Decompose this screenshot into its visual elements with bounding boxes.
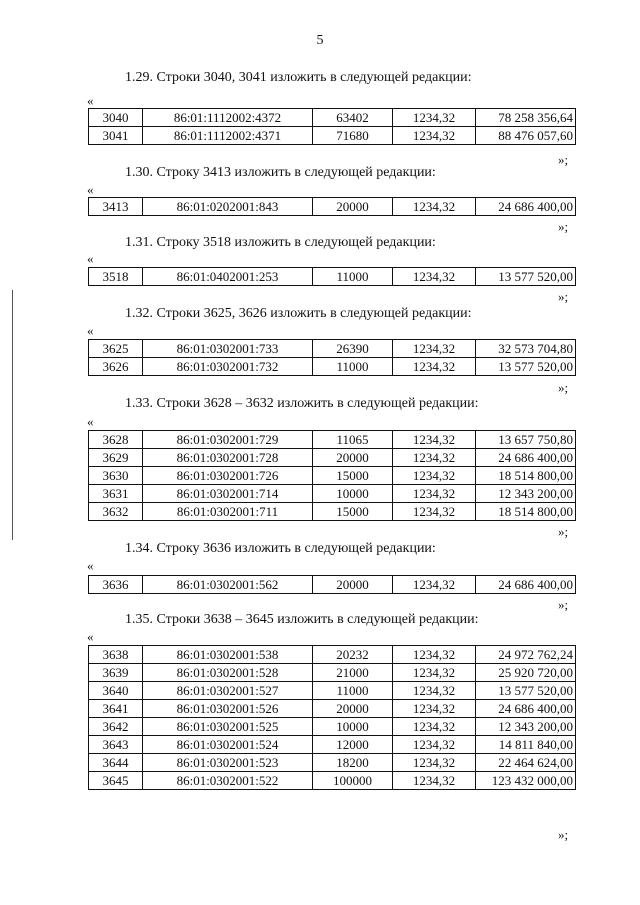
table-row xyxy=(89,736,576,754)
row-number-cell: 3632 xyxy=(89,503,143,521)
row-number-cell: 3645 xyxy=(89,772,143,790)
row-number-cell: 3636 xyxy=(89,576,143,594)
rate-cell: 1234,32 xyxy=(393,736,476,754)
rate-cell: 1234,32 xyxy=(393,646,476,664)
rate-cell: 1234,32 xyxy=(393,772,476,790)
cadastral-number-cell: 86:01:0302001:528 xyxy=(143,664,313,682)
row-number-cell: 3041 xyxy=(89,127,143,145)
open-quote: « xyxy=(87,414,94,429)
table-row xyxy=(89,467,576,485)
sum-cell: 88 476 057,60 xyxy=(476,127,576,145)
table-row xyxy=(89,358,576,376)
open-quote: « xyxy=(87,182,94,197)
sum-cell: 12 343 200,00 xyxy=(476,718,576,736)
area-cell: 21000 xyxy=(313,664,393,682)
area-cell: 63402 xyxy=(313,109,393,127)
table-row xyxy=(89,718,576,736)
open-quote: « xyxy=(87,93,94,108)
close-quote: »; xyxy=(558,152,569,167)
area-cell: 15000 xyxy=(313,503,393,521)
sum-cell: 13 577 520,00 xyxy=(476,358,576,376)
rate-cell: 1234,32 xyxy=(393,664,476,682)
sum-cell: 123 432 000,00 xyxy=(476,772,576,790)
cadastral-number-cell: 86:01:0302001:711 xyxy=(143,503,313,521)
page-number: 5 xyxy=(316,33,324,48)
rate-cell: 1234,32 xyxy=(393,576,476,594)
area-cell: 12000 xyxy=(313,736,393,754)
row-number-cell: 3628 xyxy=(89,431,143,449)
cadastral-number-cell: 86:01:0302001:525 xyxy=(143,718,313,736)
table-row xyxy=(89,449,576,467)
sum-cell: 24 686 400,00 xyxy=(476,700,576,718)
sum-cell: 78 258 356,64 xyxy=(476,109,576,127)
cadastral-number-cell: 86:01:0402001:253 xyxy=(143,268,313,286)
rate-cell: 1234,32 xyxy=(393,431,476,449)
area-cell: 11000 xyxy=(313,682,393,700)
row-number-cell: 3643 xyxy=(89,736,143,754)
amendment-table xyxy=(88,108,576,145)
area-cell: 71680 xyxy=(313,127,393,145)
sum-cell: 18 514 800,00 xyxy=(476,503,576,521)
rate-cell: 1234,32 xyxy=(393,754,476,772)
row-number-cell: 3638 xyxy=(89,646,143,664)
sum-cell: 18 514 800,00 xyxy=(476,467,576,485)
amendment-table xyxy=(88,430,576,521)
sum-cell: 24 686 400,00 xyxy=(476,449,576,467)
rate-cell: 1234,32 xyxy=(393,127,476,145)
open-quote: « xyxy=(87,629,94,644)
close-quote: »; xyxy=(558,289,569,304)
table-row xyxy=(89,503,576,521)
cadastral-number-cell: 86:01:1112002:4372 xyxy=(143,109,313,127)
cadastral-number-cell: 86:01:0302001:538 xyxy=(143,646,313,664)
table-row xyxy=(89,664,576,682)
area-cell: 11065 xyxy=(313,431,393,449)
row-number-cell: 3040 xyxy=(89,109,143,127)
table-row xyxy=(89,754,576,772)
area-cell: 10000 xyxy=(313,718,393,736)
rate-cell: 1234,32 xyxy=(393,467,476,485)
amendment-table xyxy=(88,197,576,216)
cadastral-number-cell: 86:01:0302001:527 xyxy=(143,682,313,700)
cadastral-number-cell: 86:01:0302001:562 xyxy=(143,576,313,594)
rate-cell: 1234,32 xyxy=(393,268,476,286)
section-heading: 1.31. Строку 3518 изложить в следующей редакции: xyxy=(125,235,436,250)
sum-cell: 25 920 720,00 xyxy=(476,664,576,682)
area-cell: 26390 xyxy=(313,340,393,358)
open-quote: « xyxy=(87,251,94,266)
open-quote: « xyxy=(87,558,94,573)
close-quote: »; xyxy=(558,827,569,842)
area-cell: 11000 xyxy=(313,358,393,376)
rate-cell: 1234,32 xyxy=(393,340,476,358)
cadastral-number-cell: 86:01:0302001:524 xyxy=(143,736,313,754)
area-cell: 11000 xyxy=(313,268,393,286)
rate-cell: 1234,32 xyxy=(393,700,476,718)
area-cell: 20000 xyxy=(313,449,393,467)
close-quote: »; xyxy=(558,597,569,612)
open-quote: « xyxy=(87,323,94,338)
rate-cell: 1234,32 xyxy=(393,718,476,736)
table-row xyxy=(89,485,576,503)
table-row xyxy=(89,268,576,286)
sum-cell: 14 811 840,00 xyxy=(476,736,576,754)
cadastral-number-cell: 86:01:0302001:726 xyxy=(143,467,313,485)
margin-line xyxy=(12,290,13,540)
sum-cell: 13 577 520,00 xyxy=(476,268,576,286)
rate-cell: 1234,32 xyxy=(393,485,476,503)
cadastral-number-cell: 86:01:0302001:729 xyxy=(143,431,313,449)
area-cell: 20000 xyxy=(313,198,393,216)
row-number-cell: 3626 xyxy=(89,358,143,376)
row-number-cell: 3640 xyxy=(89,682,143,700)
sum-cell: 32 573 704,80 xyxy=(476,340,576,358)
area-cell: 20000 xyxy=(313,576,393,594)
section-heading: 1.34. Строку 3636 изложить в следующей редакции: xyxy=(125,541,436,556)
amendment-table xyxy=(88,645,576,790)
sum-cell: 12 343 200,00 xyxy=(476,485,576,503)
cadastral-number-cell: 86:01:0302001:714 xyxy=(143,485,313,503)
row-number-cell: 3631 xyxy=(89,485,143,503)
sum-cell: 22 464 624,00 xyxy=(476,754,576,772)
section-heading: 1.29. Строки 3040, 3041 изложить в следующей редакции: xyxy=(125,70,472,85)
cadastral-number-cell: 86:01:0302001:728 xyxy=(143,449,313,467)
table-row xyxy=(89,700,576,718)
area-cell: 10000 xyxy=(313,485,393,503)
section-heading: 1.30. Строку 3413 изложить в следующей редакции: xyxy=(125,165,436,180)
row-number-cell: 3625 xyxy=(89,340,143,358)
cadastral-number-cell: 86:01:0302001:732 xyxy=(143,358,313,376)
table-row xyxy=(89,127,576,145)
row-number-cell: 3639 xyxy=(89,664,143,682)
cadastral-number-cell: 86:01:0302001:733 xyxy=(143,340,313,358)
table-row xyxy=(89,109,576,127)
cadastral-number-cell: 86:01:0302001:522 xyxy=(143,772,313,790)
rate-cell: 1234,32 xyxy=(393,503,476,521)
rate-cell: 1234,32 xyxy=(393,358,476,376)
close-quote: »; xyxy=(558,219,569,234)
table-row xyxy=(89,576,576,594)
area-cell: 18200 xyxy=(313,754,393,772)
table-row xyxy=(89,682,576,700)
sum-cell: 24 686 400,00 xyxy=(476,576,576,594)
table-row xyxy=(89,646,576,664)
rate-cell: 1234,32 xyxy=(393,682,476,700)
row-number-cell: 3629 xyxy=(89,449,143,467)
cadastral-number-cell: 86:01:0302001:523 xyxy=(143,754,313,772)
close-quote: »; xyxy=(558,524,569,539)
row-number-cell: 3630 xyxy=(89,467,143,485)
area-cell: 15000 xyxy=(313,467,393,485)
row-number-cell: 3518 xyxy=(89,268,143,286)
row-number-cell: 3642 xyxy=(89,718,143,736)
row-number-cell: 3413 xyxy=(89,198,143,216)
table-row xyxy=(89,198,576,216)
rate-cell: 1234,32 xyxy=(393,198,476,216)
section-heading: 1.35. Строки 3638 – 3645 изложить в следующей редакции: xyxy=(125,612,479,627)
area-cell: 20000 xyxy=(313,700,393,718)
amendment-table xyxy=(88,267,576,286)
area-cell: 20232 xyxy=(313,646,393,664)
cadastral-number-cell: 86:01:0202001:843 xyxy=(143,198,313,216)
table-row xyxy=(89,772,576,790)
section-heading: 1.33. Строки 3628 – 3632 изложить в следующей редакции: xyxy=(125,396,479,411)
rate-cell: 1234,32 xyxy=(393,109,476,127)
close-quote: »; xyxy=(558,380,569,395)
sum-cell: 24 686 400,00 xyxy=(476,198,576,216)
rate-cell: 1234,32 xyxy=(393,449,476,467)
section-heading: 1.32. Строки 3625, 3626 изложить в следующей редакции: xyxy=(125,306,472,321)
area-cell: 100000 xyxy=(313,772,393,790)
row-number-cell: 3644 xyxy=(89,754,143,772)
sum-cell: 13 657 750,80 xyxy=(476,431,576,449)
sum-cell: 24 972 762,24 xyxy=(476,646,576,664)
table-row xyxy=(89,340,576,358)
cadastral-number-cell: 86:01:1112002:4371 xyxy=(143,127,313,145)
amendment-table xyxy=(88,339,576,376)
sum-cell: 13 577 520,00 xyxy=(476,682,576,700)
amendment-table xyxy=(88,575,576,594)
table-row xyxy=(89,431,576,449)
row-number-cell: 3641 xyxy=(89,700,143,718)
cadastral-number-cell: 86:01:0302001:526 xyxy=(143,700,313,718)
